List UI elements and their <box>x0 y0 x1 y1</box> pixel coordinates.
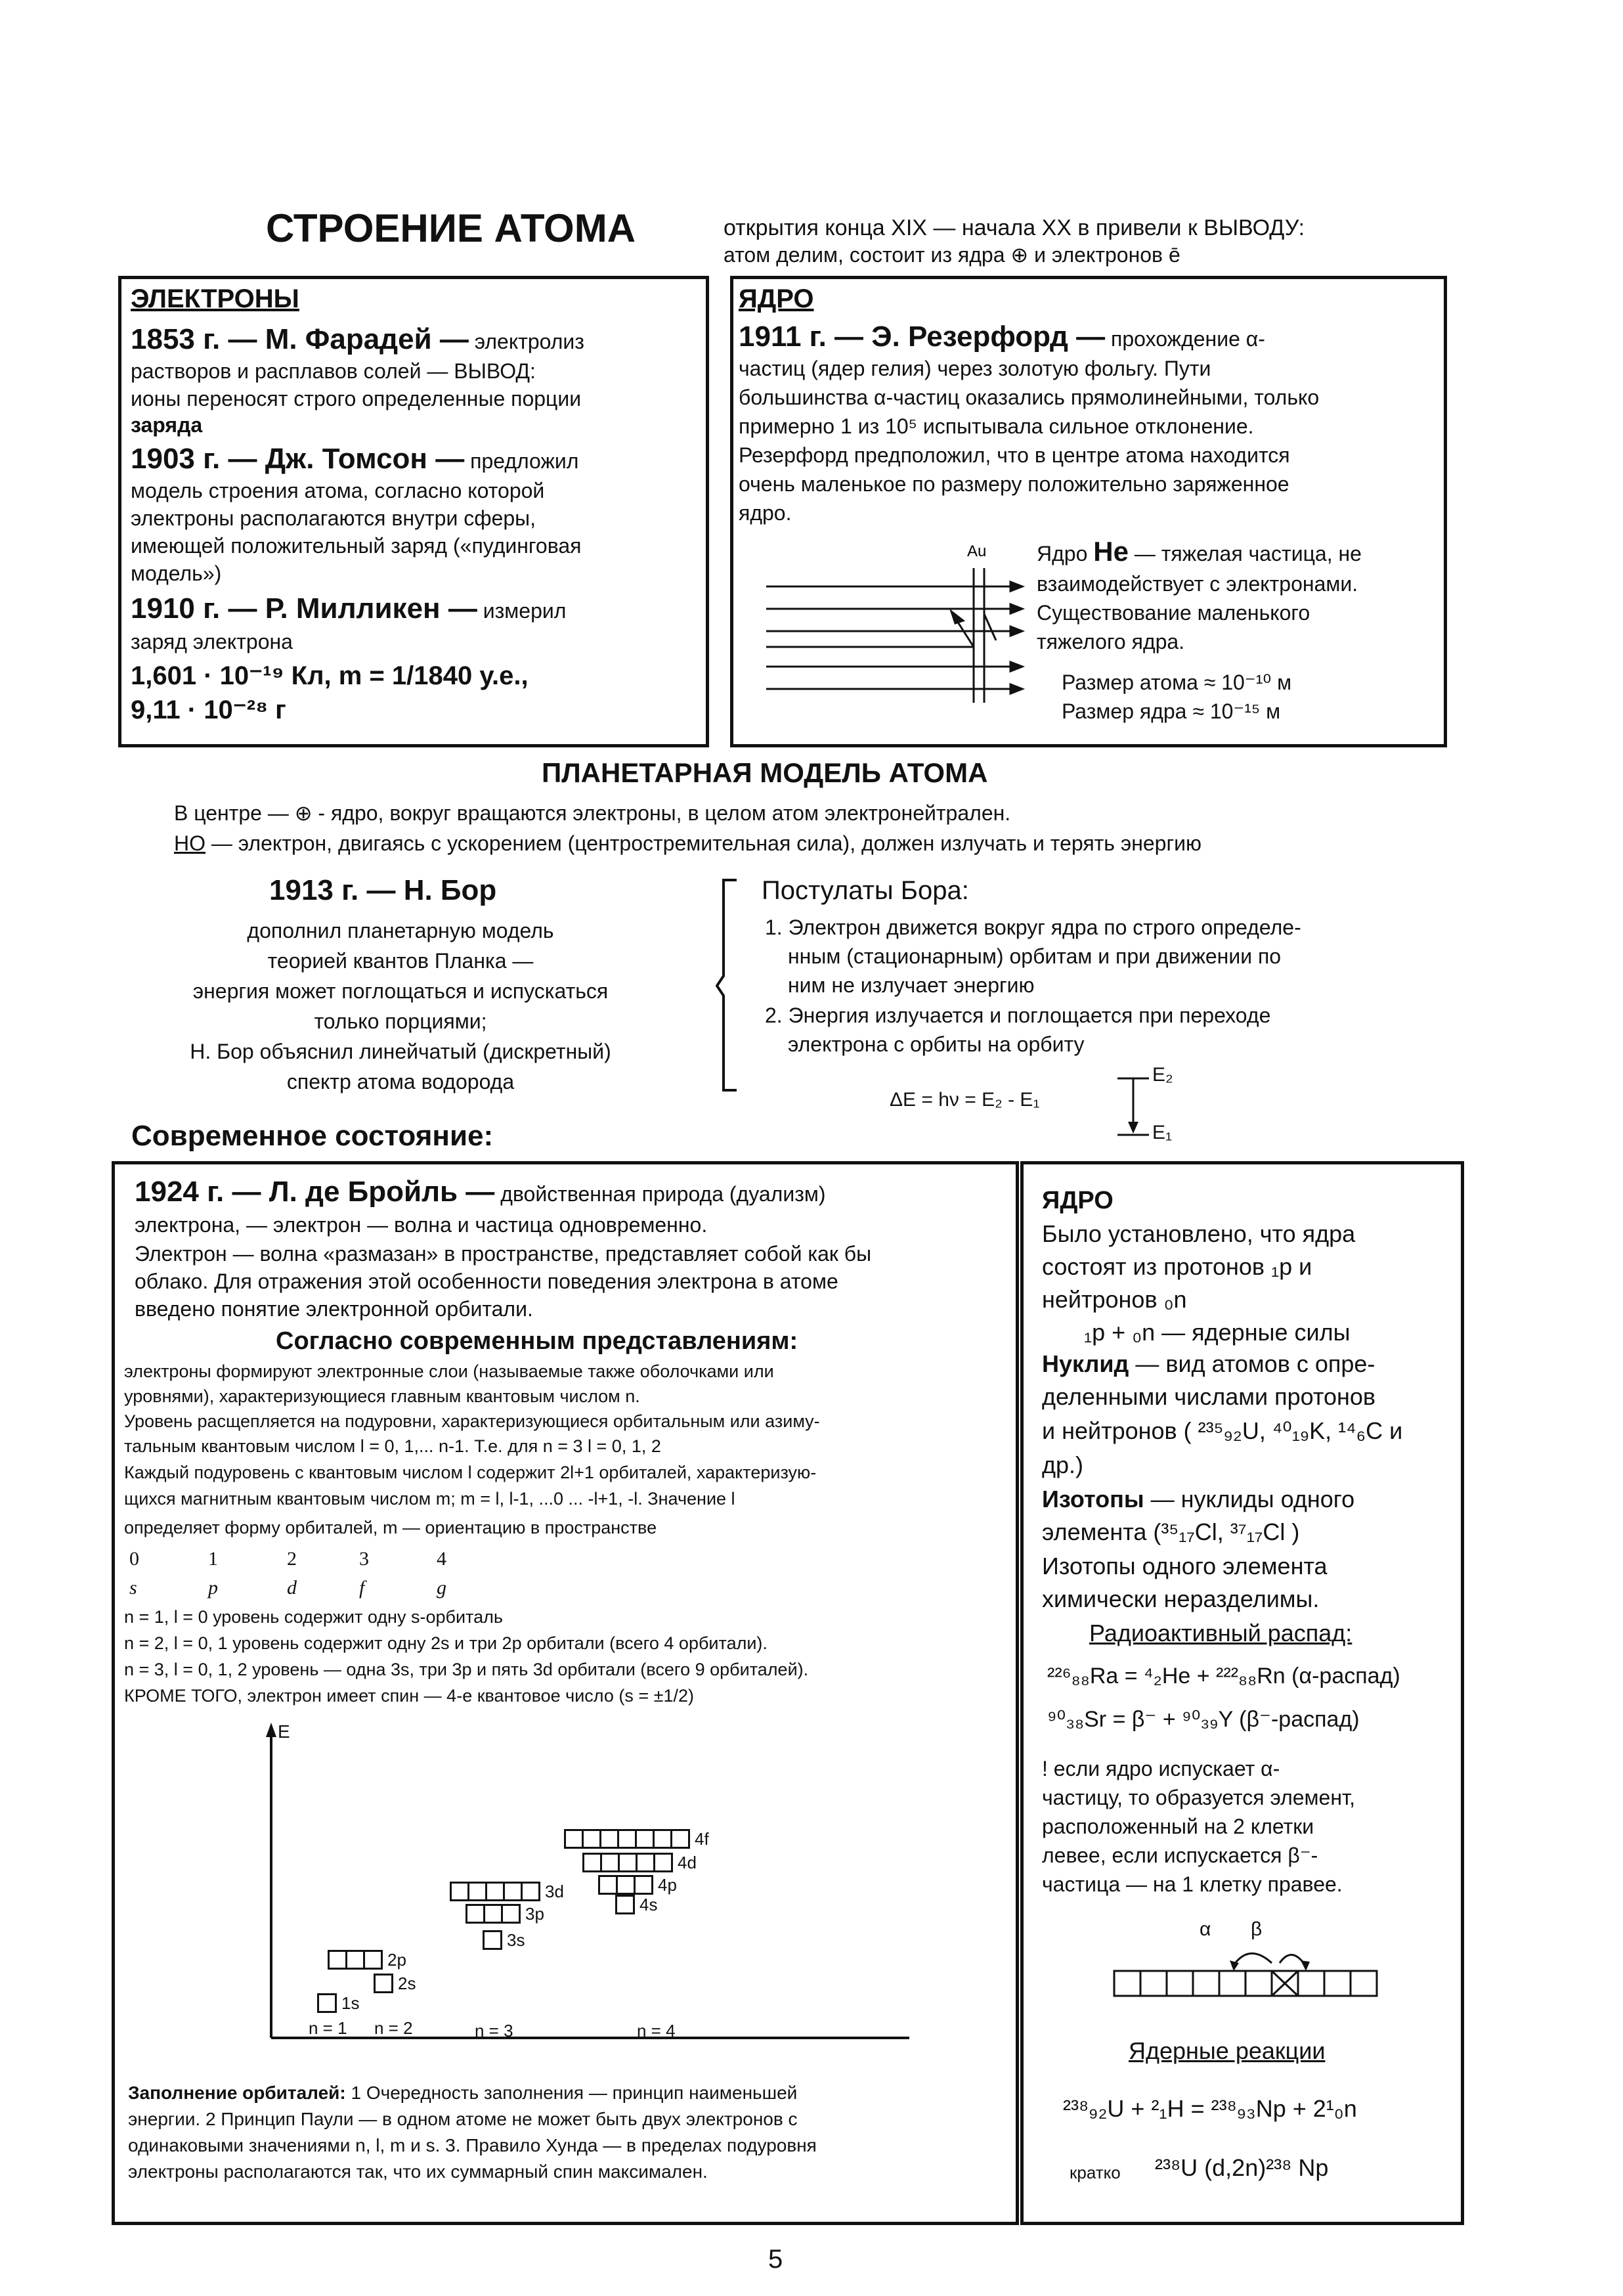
debroglie-line: облако. Для отражения этой особенности поведения электрона в атоме <box>135 1269 838 1293</box>
decay-note: расположенный на 2 клетки <box>1042 1815 1314 1838</box>
isotopes-bold: Изотопы <box>1042 1486 1144 1512</box>
n-line: n = 1, l = 0 уровень содержит одну s-орбиталь <box>124 1607 503 1627</box>
faraday-tail: электролиз <box>474 330 584 353</box>
page-title: СТРОЕНИЕ АТОМА <box>266 206 636 250</box>
rutherford-heading: 1911 г. — Э. Резерфорд — <box>739 320 1106 353</box>
electrons-heading: ЭЛЕКТРОНЫ <box>131 284 299 313</box>
nucleus-heading: ЯДРО <box>739 284 814 313</box>
l-value: 4 <box>437 1548 446 1570</box>
nucleus-line: ₁p + ₀n — ядерные силы <box>1084 1319 1351 1346</box>
quantum-line: Уровень расщепляется на подуровни, характеризующиеся орбитальным или азиму- <box>124 1411 820 1431</box>
l-letter: p <box>208 1577 218 1599</box>
postulate-line: 1. Электрон движется вокруг ядра по строго определе- <box>765 916 1301 939</box>
alpha-label: α <box>1200 1918 1211 1940</box>
bohr-heading: 1913 г. — Н. Бор <box>269 874 497 906</box>
modern-section <box>112 1161 1019 2225</box>
n-line: n = 3, l = 0, 1, 2 уровень — одна 3s, три 3p и пять 3d орбитали (всего 9 орбиталей). <box>124 1660 809 1679</box>
filling-text: 1 Очередность заполнения — принцип наименьшей <box>351 2083 798 2103</box>
level-label: n = 2 <box>374 2018 413 2038</box>
quantum-line: электроны формируют электронные слои (называемые также оболочками или <box>124 1361 774 1381</box>
he-pre: Ядро <box>1037 542 1088 565</box>
n-line: КРОМЕ ТОГО, электрон имеет спин — 4-е квантовое число (s = ±1/2) <box>124 1686 694 1706</box>
energy-axis-label: E <box>278 1721 290 1742</box>
nucleus-modern-section <box>1020 1161 1464 2225</box>
debroglie-entry <box>135 1178 826 1206</box>
level-e1: E₁ <box>1152 1122 1173 1143</box>
bohr-line: энергия может поглощаться и испускаться <box>192 979 609 1003</box>
decay-note: левее, если испускается β⁻- <box>1042 1843 1318 1867</box>
he-line: Существование маленького <box>1037 601 1310 625</box>
l-letter: g <box>437 1577 446 1599</box>
bohr-text <box>112 916 689 1097</box>
bohr-line: спектр атома водорода <box>286 1070 515 1093</box>
isotope-line: химически неразделимы. <box>1042 1585 1320 1612</box>
orbital-4f: 4f <box>564 1829 709 1849</box>
rutherford-line: частиц (ядер гелия) через золотую фольгу. Пути <box>739 357 1211 380</box>
l-letter: d <box>287 1577 297 1599</box>
bohr-line: теорией квантов Планка — <box>267 949 534 973</box>
rutherford-diagram <box>747 535 1035 732</box>
short-label: кратко <box>1070 2163 1121 2182</box>
thomson-entry <box>131 445 578 474</box>
postulates-heading: Постулаты Бора: <box>762 876 969 905</box>
rutherford-line: очень маленькое по размеру положительно заряженное <box>739 472 1289 496</box>
planetary-line-1: В центре — ⊕ - ядро, вокруг вращаются электроны, в целом атом электронейтрален. <box>174 801 1011 825</box>
bohr-line: Н. Бор объяснил линейчатый (дискретный) <box>190 1040 611 1063</box>
atom-size: Размер атома ≈ 10⁻¹⁰ м <box>1062 671 1292 694</box>
nuclide-text: — вид атомов с опре- <box>1135 1350 1375 1377</box>
planetary-line-2-text: — электрон, двигаясь с ускорением (центростремительная сила), должен излучать и терять энергию <box>211 831 1201 855</box>
quantum-line: щихся магнитным квантовым числом m; m = l, l-1, ...0 ... -l+1, -l. Значение l <box>124 1489 735 1509</box>
he-line: взаимодействует с электронами. <box>1037 572 1358 596</box>
intro-line-2: атом делим, состоит из ядра ⊕ и электронов ē <box>724 243 1180 267</box>
page-number: 5 <box>768 2245 783 2274</box>
nuclide-entry <box>1042 1352 1375 1376</box>
millikan-tail: измерил <box>483 599 567 623</box>
level-label: n = 4 <box>637 2021 676 2041</box>
decay-note: частицу, то образуется элемент, <box>1042 1786 1356 1809</box>
beta-label: β <box>1251 1918 1263 1940</box>
level-label: n = 1 <box>309 2018 347 2038</box>
beta-decay: ⁹⁰₃₈Sr = β⁻ + ⁹⁰₃₉Y (β⁻-распад) <box>1047 1707 1360 1732</box>
nucleus-line: нейтронов ₀n <box>1042 1286 1187 1313</box>
debroglie-line: введено понятие электронной орбитали. <box>135 1297 533 1321</box>
modern-subheading: Согласно современным представлениям: <box>276 1327 798 1355</box>
electrons-section <box>118 276 709 747</box>
thomson-line: модель строения атома, согласно которой <box>131 479 545 502</box>
postulate-line: ним не излучает энергию <box>788 973 1035 997</box>
nuclide-line: деленными числами протонов <box>1042 1383 1375 1410</box>
millikan-line: заряд электрона <box>131 630 293 653</box>
intro-line-1: открытия конца XIX — начала XX в привели к ВЫВОДУ: <box>724 215 1305 240</box>
he-line: тяжелого ядра. <box>1037 630 1185 653</box>
orbital-2s: 2s <box>374 1974 416 1993</box>
rutherford-line: большинства α-частиц оказались прямолинейными, только <box>739 386 1320 409</box>
rutherford-line: примерно 1 из 10⁵ испытывала сильное отклонение. <box>739 414 1254 438</box>
quantum-line: определяет форму орбиталей, m — ориентацию в пространстве <box>124 1518 657 1537</box>
level-e2: E₂ <box>1152 1064 1173 1086</box>
debroglie-line: Электрон — волна «размазан» в пространстве, представляет собой как бы <box>135 1242 872 1266</box>
bohr-line: только порциями; <box>314 1009 487 1033</box>
orbital-3p: 3p <box>465 1904 544 1924</box>
debroglie-line: электрона, — электрон — волна и частица одновременно. <box>135 1213 708 1237</box>
orbital-4s: 4s <box>615 1895 657 1914</box>
nucleus-modern-heading: ЯДРО <box>1042 1187 1114 1214</box>
postulates-brace <box>716 877 742 1094</box>
quantum-line: уровнями), характеризующиеся главным квантовым числом n. <box>124 1386 640 1406</box>
short-reaction: ²³⁸U (d,2n)²³⁸ Np <box>1155 2154 1329 2181</box>
filling-line: электроны располагаются так, что их суммарный спин максимален. <box>128 2161 708 2182</box>
filling-line-1 <box>128 2084 797 2102</box>
thomson-line: имеющей положительный заряд («пудинговая <box>131 534 582 558</box>
filling-heading: Заполнение орбиталей: <box>128 2083 346 2103</box>
orbital-1s: 1s <box>317 1993 359 2013</box>
planetary-line-2 <box>174 833 1201 854</box>
reactions-heading: Ядерные реакции <box>1129 2037 1326 2064</box>
isotope-line: элемента (³⁵₁₇Cl, ³⁷₁₇Cl ) <box>1042 1518 1300 1545</box>
rutherford-line: Резерфорд предположил, что в центре атома находится <box>739 443 1290 467</box>
planetary-heading: ПЛАНЕТАРНАЯ МОДЕЛЬ АТОМА <box>542 757 988 788</box>
orbital-3s: 3s <box>483 1930 525 1950</box>
he-post: — тяжелая частица, не <box>1134 542 1362 565</box>
filling-line: одинаковыми значениями n, l, m и s. 3. Правило Хунда — в пределах подуровня <box>128 2135 817 2155</box>
nuclide-line: др.) <box>1042 1451 1084 1478</box>
nucleus-size: Размер ядра ≈ 10⁻¹⁵ м <box>1062 699 1281 723</box>
decay-note: ! если ядро испускает α- <box>1042 1757 1280 1780</box>
l-value: 2 <box>287 1548 297 1570</box>
alpha-decay: ²²⁶₈₈Ra = ⁴₂He + ²²²₈₈Rn (α-распад) <box>1047 1664 1400 1689</box>
nuclide-line: и нейтронов ( ²³⁵₉₂U, ⁴⁰₁₉K, ¹⁴₆C и <box>1042 1417 1403 1444</box>
debroglie-tail: двойственная природа (дуализм) <box>500 1182 826 1206</box>
l-letter: f <box>359 1577 365 1599</box>
faraday-bold: заряда <box>131 413 203 437</box>
but-label: НО <box>174 831 206 855</box>
orbital-2p: 2p <box>328 1950 406 1970</box>
quantum-line: тальным квантовым числом l = 0, 1,... n-1. Т.е. для n = 3 l = 0, 1, 2 <box>124 1436 661 1456</box>
orbital-4p: 4p <box>598 1875 677 1895</box>
millikan-entry <box>131 594 566 623</box>
faraday-entry <box>131 325 584 354</box>
energy-formula: ΔE = hν = E₂ - E₁ <box>890 1089 1040 1111</box>
rutherford-tail: прохождение α- <box>1111 327 1265 351</box>
rutherford-line: ядро. <box>739 501 792 525</box>
faraday-line: растворов и расплавов солей — ВЫВОД: <box>131 359 536 383</box>
decay-heading: Радиоактивный распад: <box>1089 1620 1352 1646</box>
filling-line: энергии. 2 Принцип Паули — в одном атоме не может быть двух электронов с <box>128 2109 798 2129</box>
millikan-heading: 1910 г. — Р. Милликен — <box>131 592 477 625</box>
l-value: 0 <box>129 1548 139 1570</box>
nuclear-reaction: ²³⁸₉₂U + ²₁H = ²³⁸₉₃Np + 2¹₀n <box>1063 2095 1357 2122</box>
faraday-line: ионы переносят строго определенные порции <box>131 387 582 410</box>
foil-label: Au <box>967 542 987 560</box>
level-label: n = 3 <box>475 2021 513 2041</box>
postulate-line: 2. Энергия излучается и поглощается при переходе <box>765 1004 1271 1027</box>
he-line <box>1037 538 1362 565</box>
decay-note: частица — на 1 клетку правее. <box>1042 1872 1343 1896</box>
thomson-line: модель») <box>131 562 222 585</box>
thomson-line: электроны располагаются внутри сферы, <box>131 506 536 530</box>
isotopes-text: — нуклиды одного <box>1150 1486 1355 1512</box>
quantum-line: Каждый подуровень с квантовым числом l содержит 2l+1 орбиталей, характеризую- <box>124 1463 817 1482</box>
nuclide-bold: Нуклид <box>1042 1350 1129 1377</box>
postulate-line: электрона с орбиты на орбиту <box>788 1032 1085 1056</box>
l-value: 3 <box>359 1548 369 1570</box>
l-value: 1 <box>208 1548 218 1570</box>
isotope-line: Изотопы одного элемента <box>1042 1553 1328 1579</box>
thomson-tail: предложил <box>470 449 579 473</box>
postulate-line: нным (стационарным) орбитам и при движении по <box>788 944 1282 968</box>
rutherford-entry <box>739 322 1265 351</box>
electron-mass: 9,11 · 10⁻²⁸ г <box>131 695 286 724</box>
thomson-heading: 1903 г. — Дж. Томсон — <box>131 443 465 475</box>
orbital-4d: 4d <box>582 1853 697 1872</box>
modern-heading: Современное состояние: <box>131 1120 494 1152</box>
nucleus-line: Было установлено, что ядра <box>1042 1220 1356 1247</box>
rutherford-section <box>730 276 1447 747</box>
orbital-3d: 3d <box>450 1882 564 1901</box>
he-bold: He <box>1093 536 1129 567</box>
nucleus-line: состоят из протонов ₁p и <box>1042 1253 1312 1280</box>
shift-diagram <box>1108 1934 1383 2000</box>
faraday-heading: 1853 г. — М. Фарадей — <box>131 323 469 355</box>
bohr-line: дополнил планетарную модель <box>247 919 554 942</box>
n-line: n = 2, l = 0, 1 уровень содержит одну 2s и три 2p орбитали (всего 4 орбитали). <box>124 1633 768 1653</box>
debroglie-heading: 1924 г. — Л. де Бройль — <box>135 1176 495 1208</box>
l-letter: s <box>129 1577 137 1599</box>
isotopes-entry <box>1042 1488 1354 1511</box>
electron-charge: 1,601 · 10⁻¹⁹ Кл, m = 1/1840 у.е., <box>131 661 529 690</box>
